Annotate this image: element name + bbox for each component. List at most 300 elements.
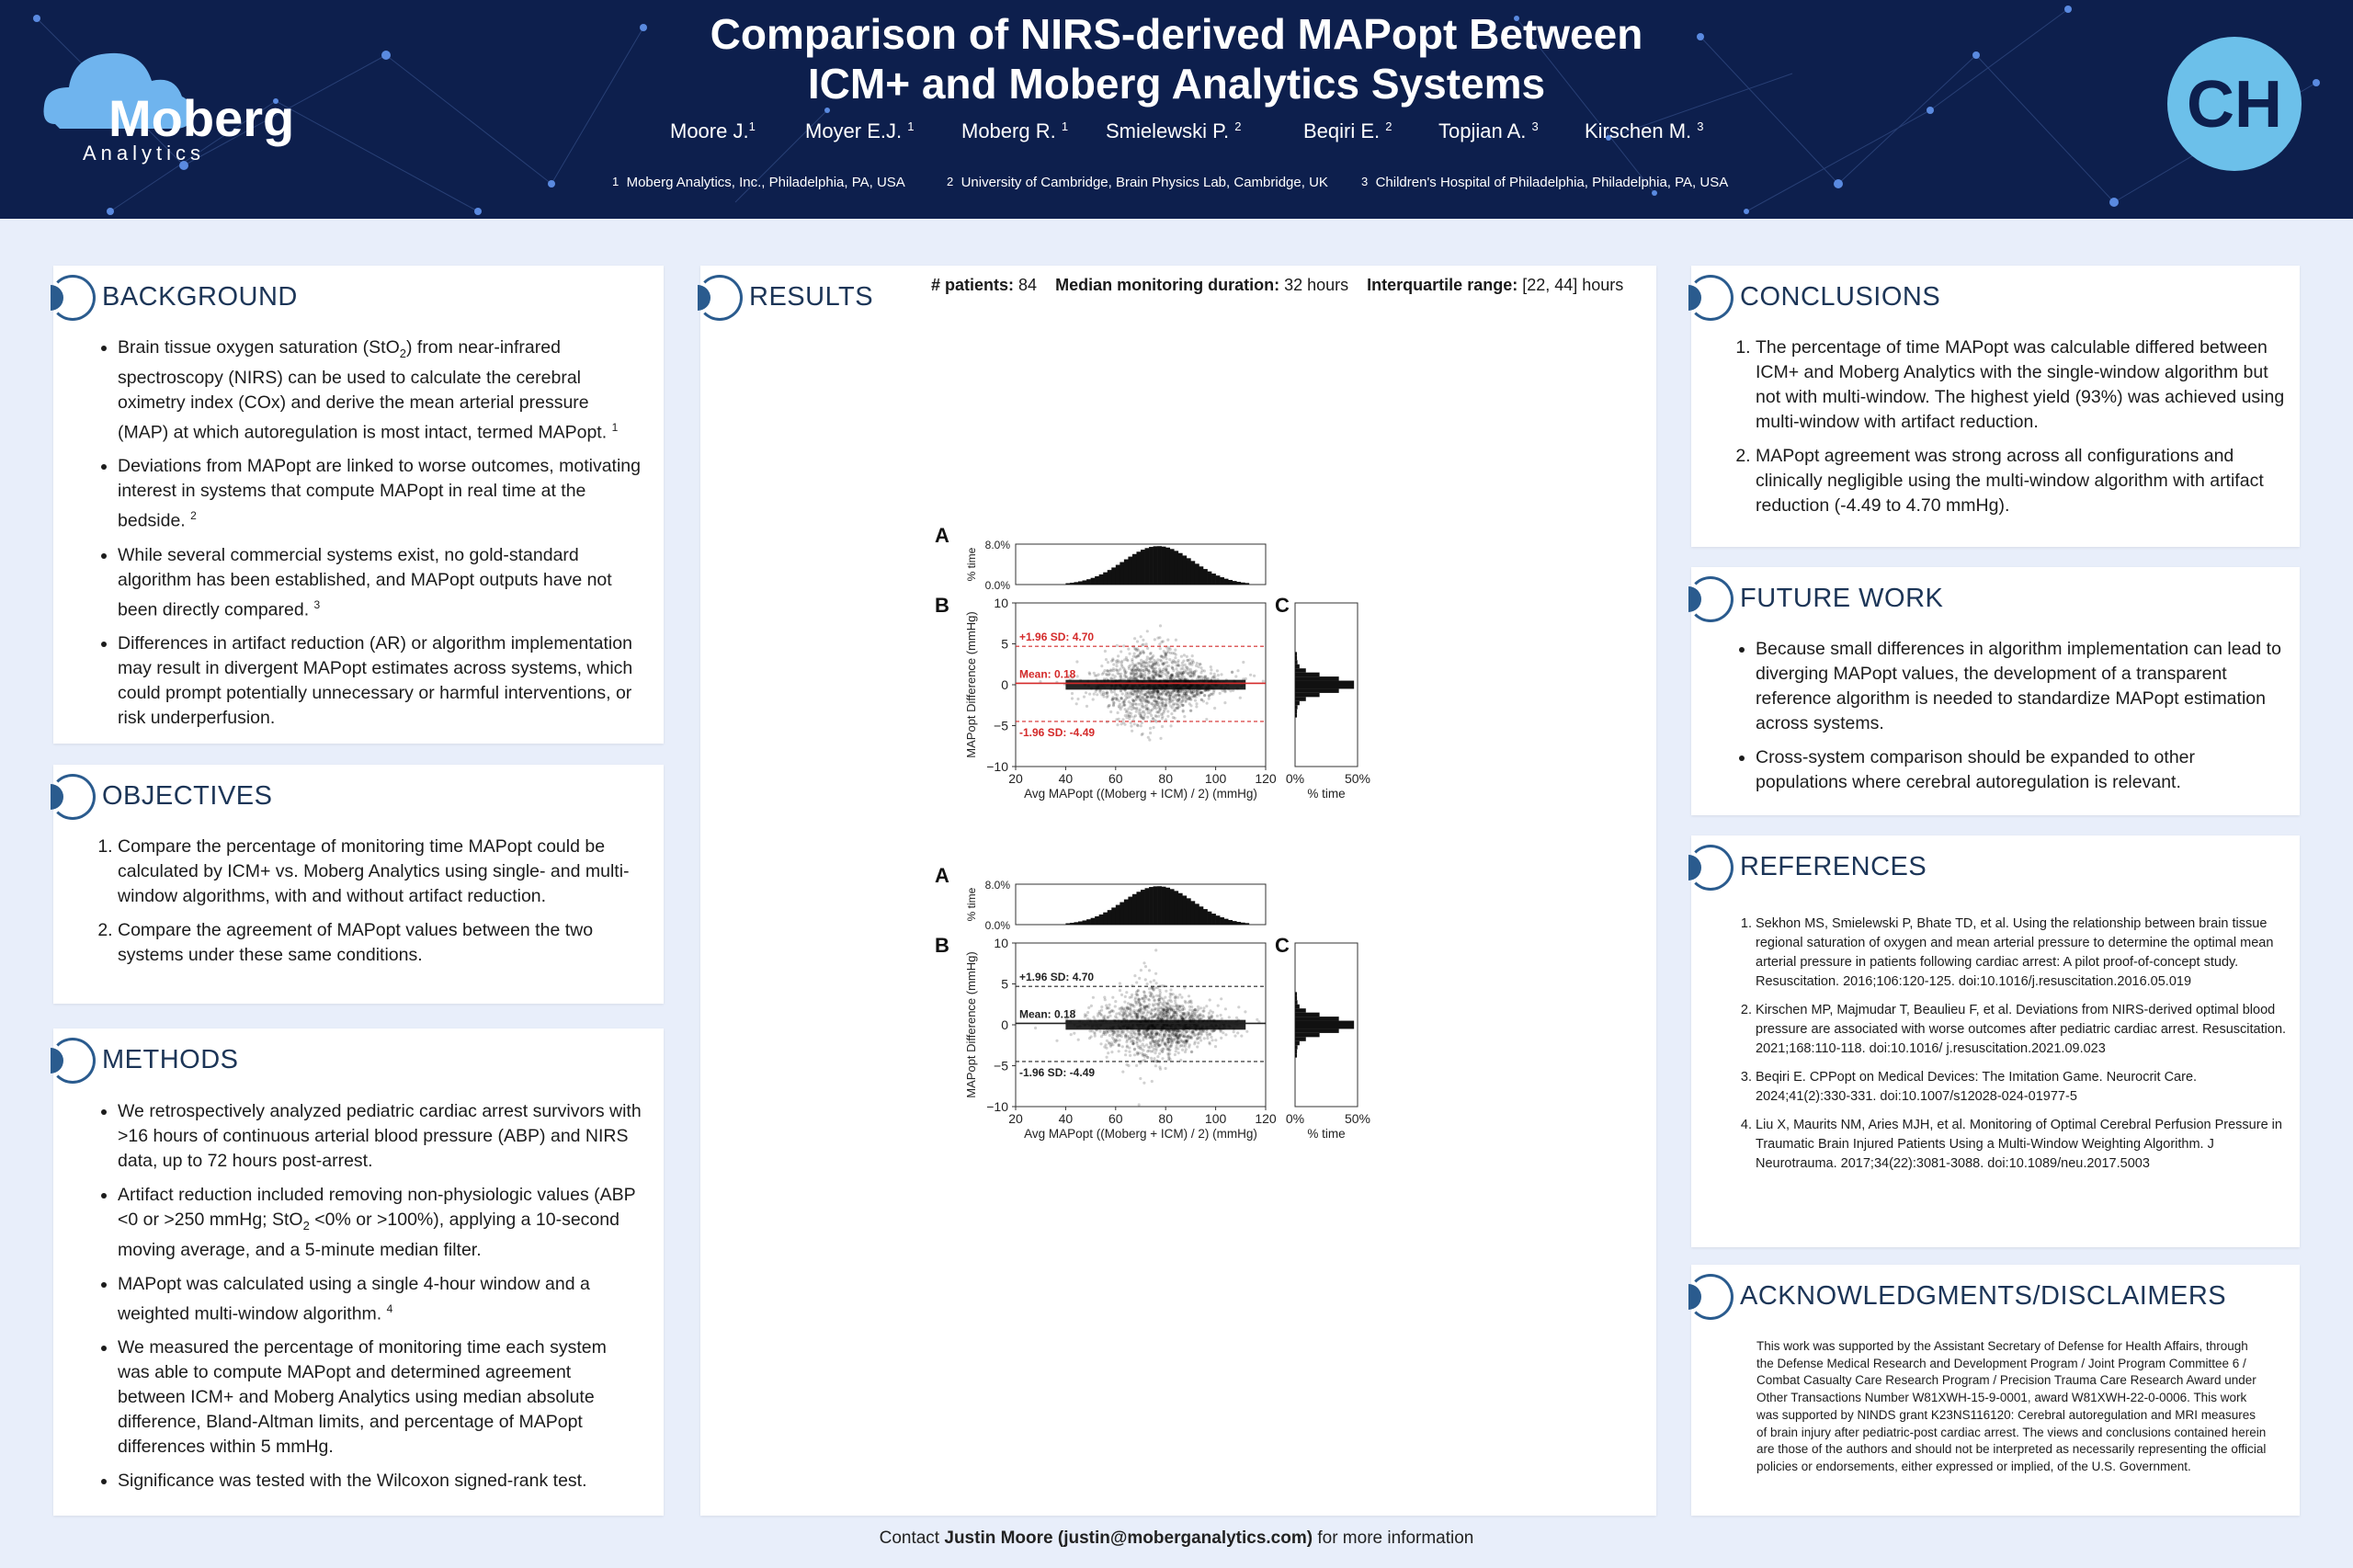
- top-hist-bar: [1245, 583, 1249, 585]
- scatter-point: [1154, 699, 1157, 702]
- scatter-point: [1159, 1002, 1162, 1005]
- scatter-point: [1188, 1043, 1191, 1046]
- scatter-point: [1154, 1007, 1157, 1010]
- top-hist-bar: [1091, 578, 1096, 585]
- scatter-point: [1165, 707, 1167, 710]
- top-hist-bar: [1128, 557, 1132, 585]
- x-tick-label: 40: [1058, 771, 1074, 786]
- top-hist-ylabel: % time: [965, 547, 978, 582]
- scatter-point: [1140, 969, 1142, 971]
- scatter-point: [1086, 1011, 1089, 1014]
- scatter-point: [1188, 1037, 1191, 1040]
- scatter-point: [1190, 1051, 1193, 1053]
- scatter-point: [1092, 698, 1095, 700]
- scatter-point: [1169, 648, 1172, 651]
- scatter-point: [1145, 666, 1148, 669]
- scatter-point: [1152, 1003, 1154, 1006]
- scatter-point: [1140, 1048, 1142, 1051]
- scatter-point: [1184, 690, 1187, 693]
- scatter-point: [1130, 676, 1132, 678]
- scatter-point: [1244, 1010, 1246, 1013]
- x-tick-label: 80: [1158, 771, 1173, 786]
- right-hist-bar: [1295, 1000, 1298, 1004]
- scatter-point: [1116, 694, 1119, 697]
- scatter-point: [1153, 726, 1155, 729]
- scatter-point: [1128, 714, 1131, 717]
- scatter-point: [1181, 665, 1184, 667]
- scatter-point: [1249, 674, 1252, 676]
- scatter-point: [1151, 1045, 1154, 1048]
- scatter-point: [1159, 1030, 1162, 1033]
- scatter-point: [1141, 696, 1143, 699]
- scatter-point: [1121, 1045, 1124, 1048]
- scatter-point: [1201, 1014, 1204, 1017]
- scatter-point: [1176, 1036, 1178, 1039]
- right-hist-tick-label: 50%: [1344, 1111, 1371, 1126]
- top-hist-bar: [1236, 582, 1241, 585]
- scatter-point: [1115, 1017, 1118, 1019]
- right-hist-xlabel: % time: [1307, 1127, 1346, 1141]
- scatter-point: [1149, 994, 1152, 997]
- right-hist-tick-label: 0%: [1285, 1111, 1305, 1126]
- scatter-point: [1139, 1077, 1142, 1080]
- author: Topjian A. $^3$: [1438, 119, 1539, 142]
- reference-item: 1. Sekhon MS, Smielewski P, Bhate TD, et al. Using the relationship between brain tissue regional saturation of oxygen and mean arterial pressure to determine the optimal mean arterial pressure in patients following cardiac arrest: A pilot proof-of-concept study. Resuscitation. 2016;106:120-125. doi:10.1016/j.resuscitation.2016.05.019: [1756, 915, 2289, 992]
- scatter-point: [1172, 690, 1175, 693]
- scatter-point: [1208, 1041, 1211, 1044]
- scatter-point: [1146, 630, 1149, 632]
- scatter-point: [1209, 1009, 1211, 1012]
- mean-label: Mean: 0.18: [1019, 1007, 1076, 1021]
- scatter-point: [1161, 1057, 1164, 1060]
- y-tick-label: 0: [1001, 677, 1008, 692]
- scatter-point: [1130, 724, 1132, 727]
- affiliation: $^3$ Children's Hospital of Philadelphia, Philadelphia, PA, USA: [1361, 175, 1729, 190]
- scatter-point: [1034, 1027, 1037, 1029]
- scatter-point: [1131, 663, 1134, 665]
- scatter-point: [1199, 671, 1202, 674]
- affiliation: $^1$ Moberg Analytics, Inc., Philadelphia, PA, USA: [612, 175, 905, 190]
- scatter-point: [1148, 991, 1151, 994]
- list-item: • Significance was tested with the Wilcoxon signed-rank test.: [118, 1469, 642, 1494]
- top-hist-bar: [1165, 548, 1170, 585]
- y-tick-label: −5: [994, 1058, 1008, 1074]
- scatter-point: [1124, 708, 1127, 710]
- top-hist-tick-label: 8.0%: [984, 539, 1010, 551]
- scatter-point: [1174, 661, 1176, 664]
- scatter-point: [1175, 653, 1177, 656]
- top-hist-bar: [1187, 558, 1191, 585]
- scatter-point: [1176, 699, 1178, 702]
- scatter-point: [1139, 708, 1142, 710]
- right-hist-bar: [1295, 681, 1354, 685]
- scatter-point: [1142, 639, 1144, 642]
- right-hist-bar: [1295, 1053, 1297, 1057]
- scatter-point: [1142, 961, 1145, 964]
- top-hist-bar: [1233, 921, 1237, 925]
- scatter-point: [1091, 1029, 1094, 1032]
- scatter-point: [1174, 717, 1176, 720]
- author: Smielewski P. $^2$: [1106, 119, 1242, 142]
- scatter-point: [1217, 1005, 1220, 1007]
- scatter-point: [1111, 996, 1114, 999]
- scatter-point: [1133, 653, 1136, 655]
- scatter-point: [1157, 704, 1160, 707]
- scatter-point: [1133, 1048, 1136, 1051]
- scatter-point: [1137, 649, 1140, 652]
- scatter-point: [1071, 697, 1074, 699]
- scatter-point: [1203, 1037, 1206, 1040]
- right-hist-bar: [1295, 1025, 1354, 1028]
- scatter-point: [1124, 995, 1127, 998]
- scatter-point: [1212, 1029, 1215, 1032]
- scatter-point: [1150, 1033, 1153, 1036]
- scatter-point: [1253, 675, 1256, 677]
- top-hist-bar: [1124, 900, 1129, 925]
- right-hist-bar: [1295, 1050, 1297, 1053]
- top-hist-bar: [1182, 895, 1187, 925]
- scatter-point: [1127, 696, 1130, 699]
- scatter-point: [1206, 702, 1209, 705]
- scatter-point: [1172, 669, 1175, 672]
- scatter-point: [1166, 1052, 1169, 1055]
- scatter-point: [1141, 710, 1143, 713]
- title-line-1: Comparison of NIRS-derived MAPopt Between: [710, 10, 1643, 58]
- scatter-point: [1075, 702, 1078, 705]
- top-hist-bar: [1190, 561, 1195, 585]
- scatter-point: [1142, 669, 1144, 672]
- scatter-point: [1172, 702, 1175, 705]
- scatter-point: [1100, 665, 1103, 667]
- top-hist-bar: [1074, 922, 1078, 925]
- right-hist-bar: [1295, 1045, 1298, 1049]
- dense-band: [1065, 680, 1245, 690]
- scatter-point: [1117, 1030, 1120, 1033]
- scatter-point: [1128, 1037, 1131, 1040]
- scatter-point: [1100, 1035, 1103, 1038]
- stat-label: Interquartile range:: [1367, 276, 1518, 294]
- scatter-point: [1220, 1014, 1222, 1017]
- scatter-point: [1182, 1012, 1185, 1015]
- scatter-point: [1154, 972, 1157, 975]
- scatter-point: [1146, 696, 1149, 699]
- scatter-point: [1239, 697, 1242, 699]
- section-title: OBJECTIVES: [102, 781, 273, 811]
- scatter-point: [1158, 1040, 1161, 1042]
- right-hist-bar: [1295, 705, 1298, 709]
- poster-header: [0, 0, 2353, 219]
- scatter-point: [1195, 702, 1198, 705]
- contact-email[interactable]: Justin Moore (justin@moberganalytics.com): [944, 1528, 1313, 1548]
- scatter-point: [1152, 670, 1154, 673]
- scatter-point: [1166, 710, 1169, 712]
- scatter-point: [1172, 696, 1175, 699]
- scatter-point: [1153, 979, 1155, 982]
- scatter-point: [1133, 1011, 1136, 1014]
- right-hist-bar: [1295, 688, 1339, 692]
- scatter-point: [1194, 1012, 1197, 1015]
- scatter-point: [1106, 1056, 1108, 1059]
- scatter-point: [1135, 1014, 1138, 1017]
- stat-value: [22, 44] hours: [1522, 276, 1624, 294]
- scatter-point: [1148, 701, 1151, 704]
- top-hist-bar: [1245, 923, 1249, 925]
- scatter-point: [1150, 652, 1153, 654]
- scatter-point: [1092, 996, 1095, 999]
- right-hist-bar: [1295, 1033, 1320, 1037]
- scatter-point: [1224, 1033, 1227, 1036]
- scatter-point: [1141, 701, 1143, 704]
- scatter-point: [1114, 1000, 1117, 1003]
- y-tick-label: −5: [994, 718, 1008, 733]
- scatter-point: [1199, 666, 1202, 669]
- scatter-point: [1188, 671, 1191, 674]
- top-hist-bar: [1224, 919, 1229, 925]
- scatter-point: [1167, 672, 1170, 675]
- x-tick-label: 40: [1058, 1111, 1074, 1126]
- scatter-point: [1213, 707, 1216, 710]
- scatter-point: [1131, 666, 1134, 669]
- poster-title: [0, 9, 2353, 108]
- scatter-point: [1106, 674, 1108, 676]
- scatter-point: [1176, 1029, 1179, 1032]
- scatter-point: [1151, 1080, 1154, 1083]
- scatter-point: [1194, 1008, 1197, 1011]
- scatter-point: [1188, 1006, 1191, 1008]
- x-tick-label: 120: [1255, 771, 1277, 786]
- scatter-point: [1131, 699, 1134, 701]
- scatter-point: [1240, 1035, 1243, 1038]
- y-tick-label: 10: [994, 936, 1008, 950]
- scatter-point: [1177, 659, 1180, 662]
- scatter-point: [1131, 1042, 1134, 1045]
- scatter-point: [1086, 705, 1088, 708]
- scatter-point: [1154, 690, 1156, 693]
- scatter-point: [1210, 672, 1212, 675]
- scatter-point: [1084, 1013, 1086, 1016]
- scatter-point: [1125, 991, 1128, 994]
- scatter-point: [1108, 1034, 1111, 1037]
- scatter-point: [1130, 1040, 1132, 1043]
- right-hist-bar: [1295, 701, 1300, 705]
- top-hist-bar: [1103, 913, 1108, 925]
- scatter-point: [1076, 698, 1079, 700]
- scatter-point: [1131, 730, 1133, 733]
- scatter-point: [1106, 669, 1108, 672]
- scatter-point: [1103, 669, 1106, 672]
- scatter-point: [1157, 1008, 1160, 1011]
- scatter-point: [1145, 1043, 1148, 1046]
- scatter-point: [1138, 1103, 1141, 1106]
- author: Kirschen M. $^3$: [1585, 119, 1704, 142]
- scatter-point: [1159, 1068, 1162, 1071]
- right-hist-tick-label: 0%: [1285, 771, 1305, 786]
- section-title: FUTURE WORK: [1740, 584, 1944, 613]
- scatter-point: [1233, 1035, 1236, 1038]
- scatter-point: [1110, 1009, 1113, 1012]
- scatter-point: [1154, 1041, 1157, 1044]
- scatter-point: [1159, 647, 1162, 650]
- scatter-point: [1154, 998, 1156, 1001]
- top-hist-bar: [1149, 887, 1154, 925]
- scatter-point: [1116, 662, 1119, 665]
- x-tick-label: 60: [1108, 1111, 1123, 1126]
- mean-label: Mean: 0.18: [1019, 667, 1076, 681]
- top-hist-bar: [1120, 903, 1124, 925]
- scatter-point: [1173, 1011, 1176, 1014]
- scatter-point: [1164, 673, 1166, 676]
- top-hist-bar: [1211, 914, 1216, 925]
- list-item: • MAPopt was calculated using a single 4-hour window and a weighted multi-window algorithm. $^4$: [118, 1272, 642, 1327]
- scatter-point: [1118, 705, 1120, 708]
- scatter-point: [1133, 637, 1136, 640]
- scatter-point: [1192, 696, 1195, 699]
- right-hist-bar: [1295, 1008, 1306, 1012]
- scatter-point: [1107, 1017, 1109, 1019]
- scatter-point: [1142, 651, 1145, 653]
- scatter-point: [1176, 690, 1179, 693]
- scatter-point: [1158, 636, 1161, 639]
- right-hist-bar: [1295, 1017, 1339, 1020]
- logo-moberg-text: Moberg: [108, 89, 295, 147]
- top-hist-bar: [1178, 553, 1183, 585]
- scatter-point: [1181, 662, 1184, 665]
- section-header: [1691, 835, 2300, 891]
- scatter-point: [1178, 695, 1181, 698]
- scatter-point: [1206, 1037, 1209, 1040]
- scatter-point: [1199, 1006, 1202, 1009]
- top-hist-tick-label: 0.0%: [984, 919, 1010, 932]
- scatter-point: [1154, 949, 1157, 951]
- scatter-point: [1131, 705, 1134, 708]
- right-hist-bar: [1295, 676, 1339, 680]
- section-header: [53, 765, 664, 820]
- scatter-point: [1131, 658, 1133, 661]
- top-hist-bar: [1203, 909, 1208, 925]
- scatter-point: [1106, 692, 1108, 695]
- reference-item: 4. Liu X, Maurits NM, Aries MJH, et al. Monitoring of Optimal Cerebral Perfusion Pressure in Traumatic Brain Injured Patients Using a Multi-Window Weighting Algorithm. J Neurotrauma. 2017;34(22):3081-3088. doi:10.1089/neu.2017.5003: [1756, 1116, 2289, 1174]
- right-hist-bar: [1295, 713, 1297, 717]
- scatter-point: [1159, 708, 1162, 710]
- scatter-point: [1165, 1002, 1167, 1005]
- scatter-point: [1195, 669, 1198, 672]
- top-hist-bar: [1116, 565, 1120, 585]
- scatter-point: [1151, 666, 1154, 669]
- right-hist-bar: [1295, 1005, 1300, 1008]
- scatter-point: [1159, 737, 1162, 740]
- scatter-point: [1093, 693, 1096, 696]
- scatter-point: [1132, 675, 1135, 677]
- scatter-point: [1174, 1002, 1176, 1005]
- scatter-point: [1114, 1039, 1117, 1041]
- right-hist-bar: [1295, 685, 1354, 688]
- scatter-point: [1145, 708, 1148, 710]
- scatter-point: [1146, 647, 1149, 650]
- right-hist-bar: [1295, 992, 1297, 995]
- list-item: 1. The percentage of time MAPopt was calculable differed between ICM+ and Moberg Analytics with the single-window algorithm but not with multi-window. The highest yield (93%) was achieved using multi-window with artifact reduction.: [1756, 335, 2289, 435]
- scatter-point: [1163, 710, 1165, 713]
- scatter-point: [1143, 995, 1146, 998]
- scatter-point: [1154, 1064, 1157, 1067]
- scatter-point: [1223, 701, 1226, 704]
- section-header: [53, 1028, 664, 1084]
- scatter-point: [1132, 1029, 1135, 1032]
- scatter-point: [1165, 1067, 1167, 1070]
- scatter-point: [1126, 1030, 1129, 1033]
- scatter-point: [1088, 1037, 1091, 1040]
- top-hist-bar: [1065, 584, 1070, 585]
- scatter-point: [1165, 990, 1167, 993]
- future-work-body: [1728, 637, 2289, 804]
- scatter-point: [1128, 667, 1131, 670]
- top-hist-tick-label: 0.0%: [984, 579, 1010, 592]
- list-item: 2. Compare the agreement of MAPopt values between the two systems under these same conditions.: [118, 918, 651, 968]
- x-tick-label: 20: [1008, 1111, 1023, 1126]
- scatter-point: [1183, 986, 1186, 989]
- scatter-point: [1097, 1015, 1099, 1017]
- scatter-point: [1211, 693, 1213, 696]
- scatter-point: [1143, 1008, 1146, 1011]
- scatter-point: [1165, 701, 1167, 704]
- background-body: [90, 335, 642, 740]
- scatter-point: [1104, 650, 1107, 653]
- scatter-point: [1138, 653, 1141, 656]
- list-item: • Deviations from MAPopt are linked to worse outcomes, motivating interest in systems that compute MAPopt in real time at the bedside. $^2$: [118, 454, 642, 534]
- scatter-point: [1154, 1035, 1157, 1038]
- scatter-point: [1150, 1057, 1153, 1060]
- scatter-point: [1211, 1016, 1213, 1018]
- right-hist-bar: [1295, 1041, 1300, 1045]
- scatter-point: [1111, 1036, 1114, 1039]
- scatter-point: [1116, 672, 1119, 675]
- x-tick-label: 100: [1204, 771, 1227, 786]
- top-hist-bar: [1224, 579, 1229, 585]
- list-item: • Differences in artifact reduction (AR) or algorithm implementation may result in divergent MAPopt estimates across systems, which could prompt potentially unnecessary or harmful interventions, or risk underperfusion.: [118, 631, 642, 731]
- scatter-point: [1138, 703, 1141, 706]
- scatter-point: [1192, 1016, 1195, 1018]
- scatter-point: [1183, 1007, 1186, 1010]
- top-hist-bar: [1074, 582, 1078, 585]
- scatter-point: [1177, 675, 1180, 677]
- scatter-point: [1146, 1031, 1149, 1034]
- section-title: RESULTS: [749, 282, 874, 312]
- scatter-point: [1103, 695, 1106, 698]
- scatter-point: [1120, 650, 1122, 653]
- scatter-point: [1166, 1038, 1169, 1040]
- top-hist-bar: [1216, 915, 1221, 925]
- scatter-point: [1125, 676, 1128, 678]
- list-item: • Artifact reduction included removing non-physiologic values (ABP <0 or >250 mmHg; StO$_2$ <0% or >100%), applying a 10-second moving average, and a 5-minute median filter.: [118, 1183, 642, 1263]
- top-hist-bar: [1099, 574, 1104, 585]
- scatter-point: [1083, 696, 1086, 699]
- scatter-point: [1151, 709, 1154, 711]
- y-axis-label: MAPopt Difference (mmHg): [964, 951, 978, 1098]
- scatter-point: [1210, 665, 1212, 668]
- scatter-point: [1155, 994, 1158, 997]
- scatter-point: [1197, 676, 1199, 678]
- scatter-point: [1144, 965, 1147, 968]
- scatter-point: [1158, 998, 1161, 1001]
- scatter-point: [1174, 1053, 1176, 1056]
- scatter-point: [1140, 1045, 1142, 1048]
- scatter-point: [1104, 998, 1107, 1001]
- scatter-point: [1170, 712, 1173, 715]
- top-hist-bar: [1154, 886, 1158, 925]
- panel-label-c: C: [1275, 934, 1290, 957]
- lower-loa-label: -1.96 SD: -4.49: [1019, 1065, 1096, 1079]
- scatter-point: [1142, 1045, 1145, 1048]
- scatter-point: [1134, 714, 1137, 717]
